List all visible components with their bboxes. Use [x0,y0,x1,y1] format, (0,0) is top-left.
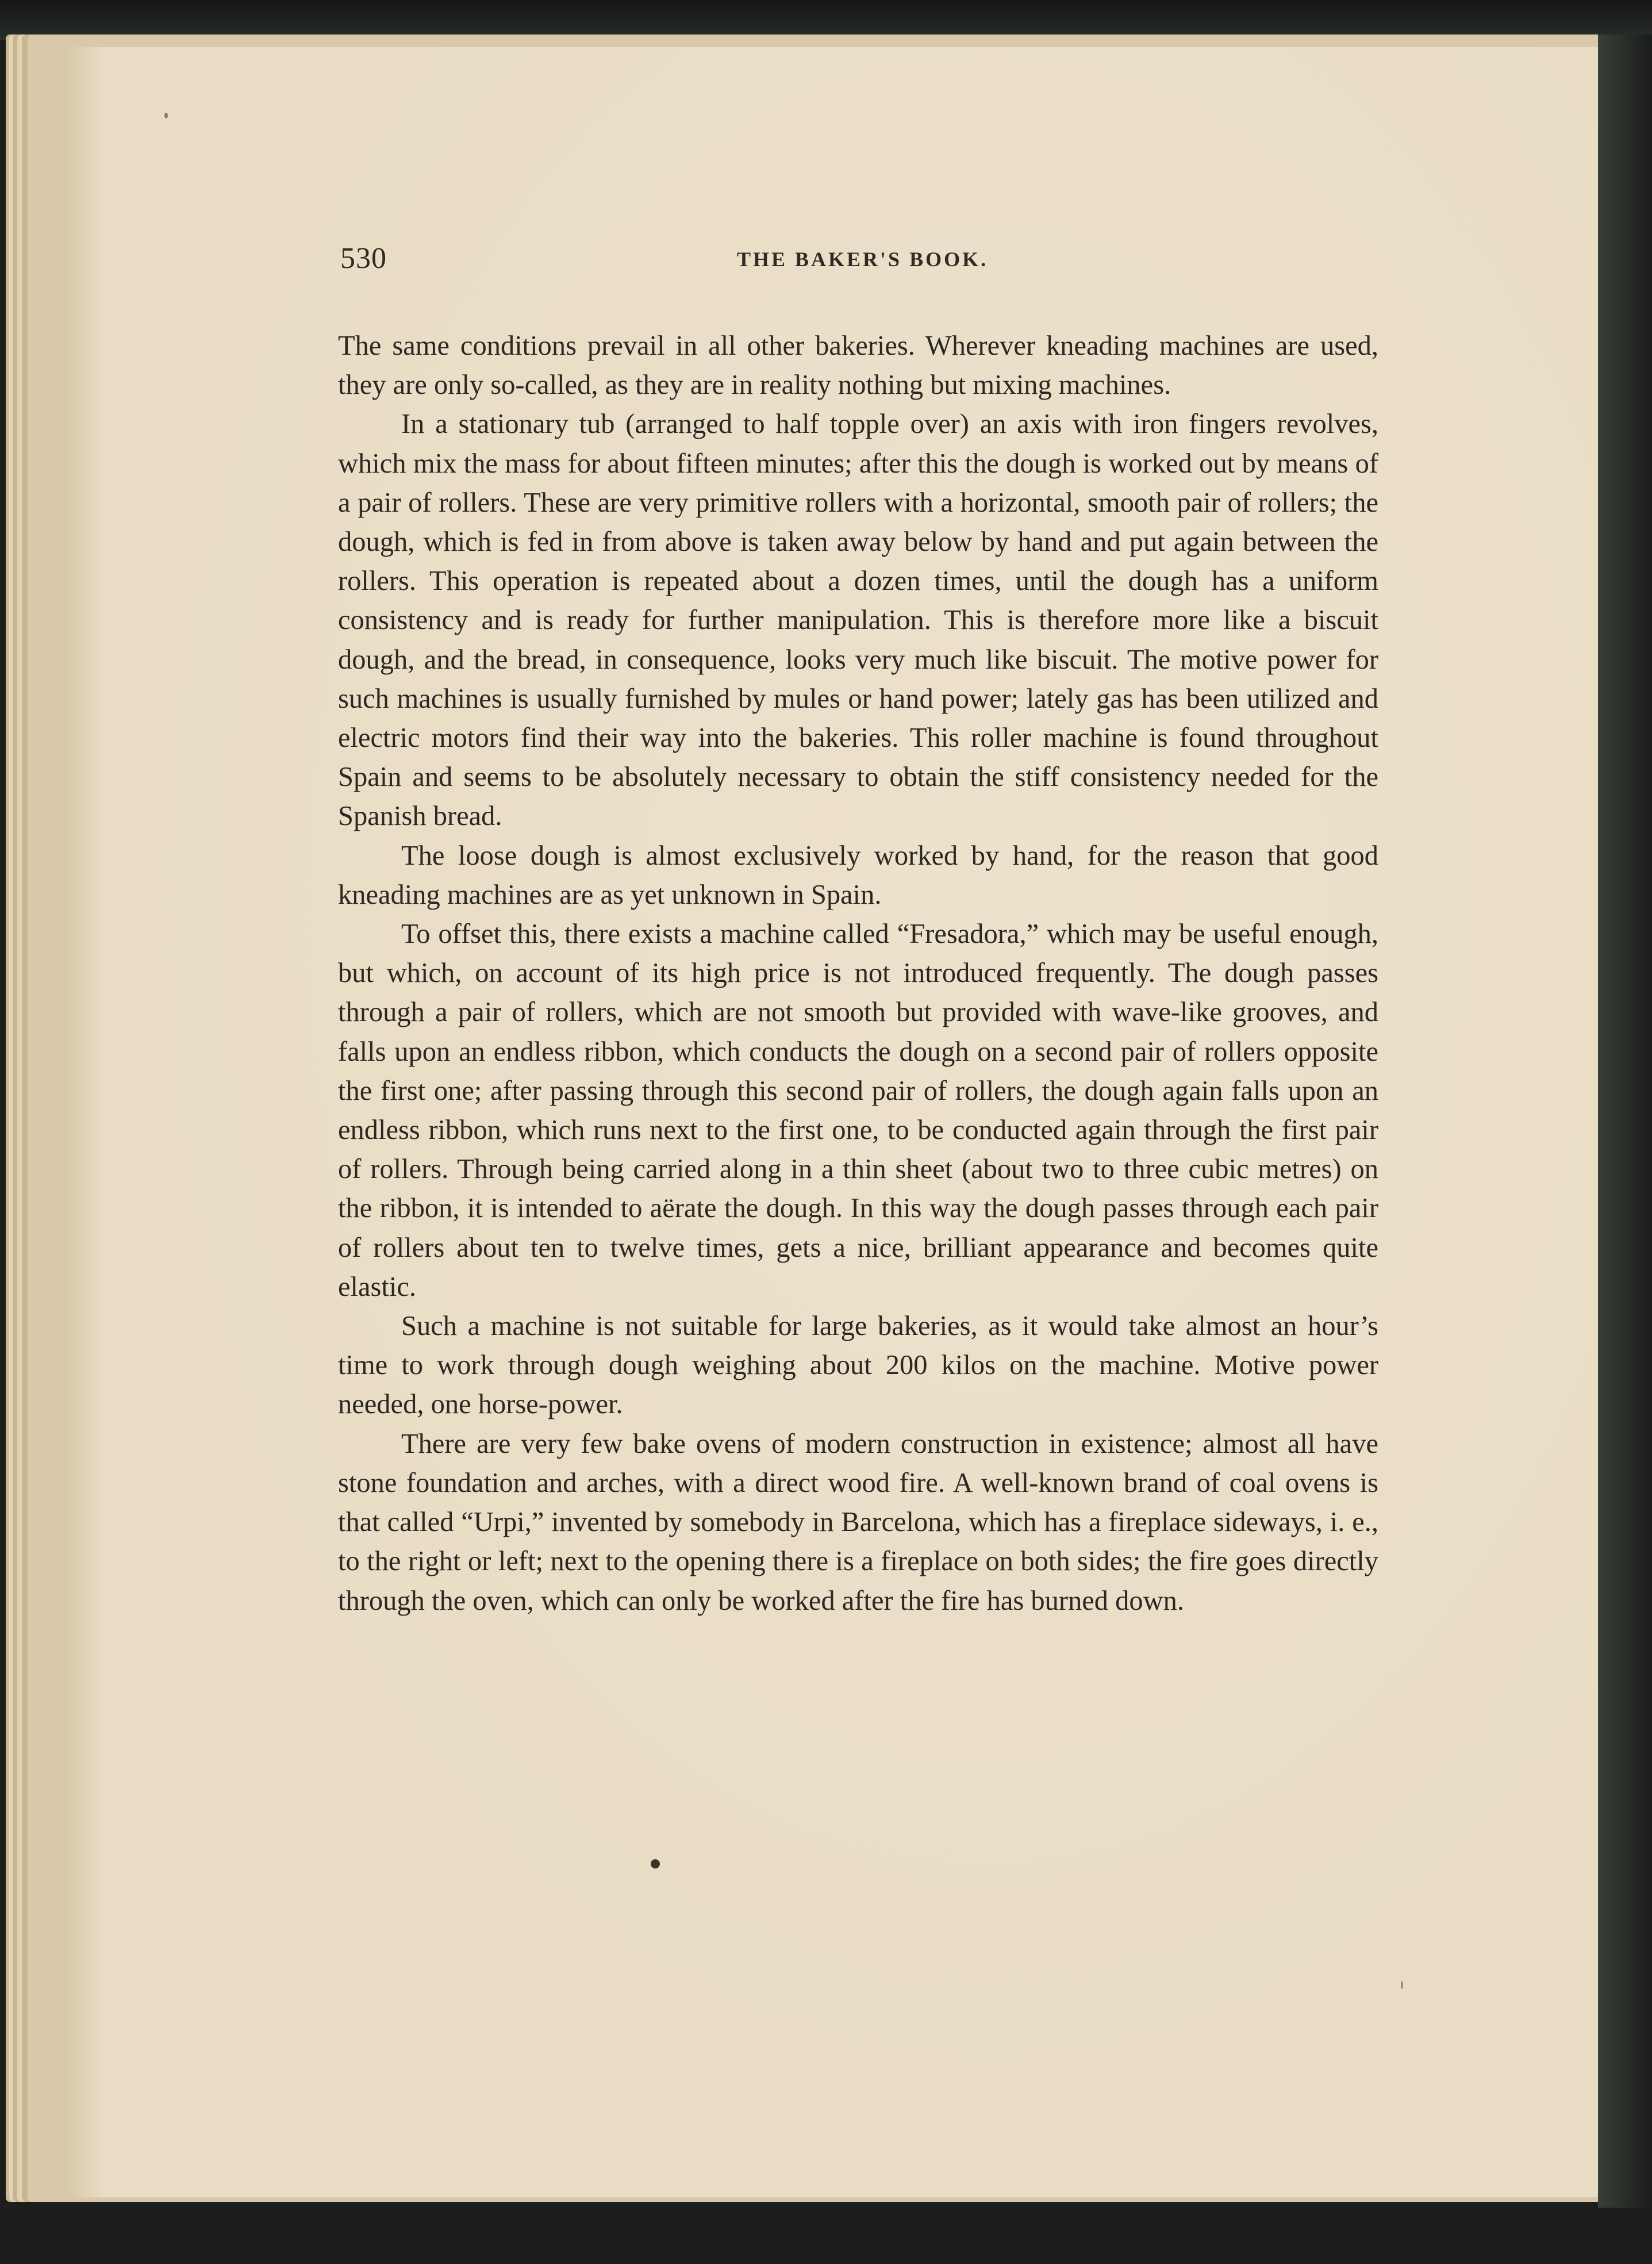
paragraph-1: The same conditions prevail in all other bakeries. Wherever kneading machines are used, they are only so-called, as they are in reality nothing but mixing machines. [338,331,1378,401]
ink-speck [164,113,168,118]
ink-speck [1401,1981,1403,1989]
body-text [338,327,1378,1621]
page-number: 530 [340,242,387,275]
paragraph-5: Such a machine is not suitable for large bakeries, as it would take almost an hour’s time to work through dough weighing about 200 kilos on the machine. Motive power needed, one horse-power. [338,1311,1378,1420]
paragraph-3: The loose dough is almost exclusively worked by hand, for the reason that good kneading machines are as yet unknown in Spain. [338,840,1378,910]
running-head [340,241,1386,287]
paragraph-6: There are very few bake ovens of modern construction in existence; almost all have stone foundation and arches, with a direct wood fire. A well-known brand of coal ovens is that called “Urpi,” invented by somebody in Barcelona, which has a fireplace sideways, i. e., to the right or left; next to the opening there is a fireplace on both sides; the fire goes directly through the oven, which can only be worked after the fire has burned down. [338,1428,1378,1616]
paragraph-4: To offset this, there exists a machine called “Fresadora,” which may be useful enough, but which, on account of its high price is not introduced frequently. The dough passes through a pair of rollers, which are not smooth but provided with wave-like grooves, and falls upon an endless ribbon, which conducts the dough on a second pair of rollers opposite the first one; after passing through this second pair of rollers, the dough again falls upon an endless ribbon, which runs next to the first one, to be conducted again through the first pair of rollers. Through being carried along in a thin sheet (about two to three cubic metres) on the ribbon, it is intended to aërate the dough. In this way the dough passes through each pair of rollers about ten to twelve times, gets a nice, brilliant appearance and becomes quite elastic. [338,919,1378,1302]
paragraph-2: In a stationary tub (arranged to half topple over) an axis with iron fingers revolves, which mix the mass for about fifteen minutes; after this the dough is worked out by means of a pair of rollers. These are very primitive rollers with a horizontal, smooth pair of rollers; the dough, which is fed in from above is taken away below by hand and put again between the rollers. This operation is repeated about a dozen times, until the dough has a uniform consistency and is ready for further manipulation. This is therefore more like a biscuit dough, and the bread, in consequence, looks very much like biscuit. The motive power for such machines is usually furnished by mules or hand power; lately gas has been utilized and electric motors find their way into the bakeries. This roller machine is found throughout Spain and seems to be absolutely necessary to obtain the stiff consistency needed for the Spanish bread. [338,409,1378,832]
running-title: THE BAKER'S BOOK. [737,248,989,271]
ink-speck [651,1859,660,1868]
book-cover-edge [1598,34,1652,2208]
